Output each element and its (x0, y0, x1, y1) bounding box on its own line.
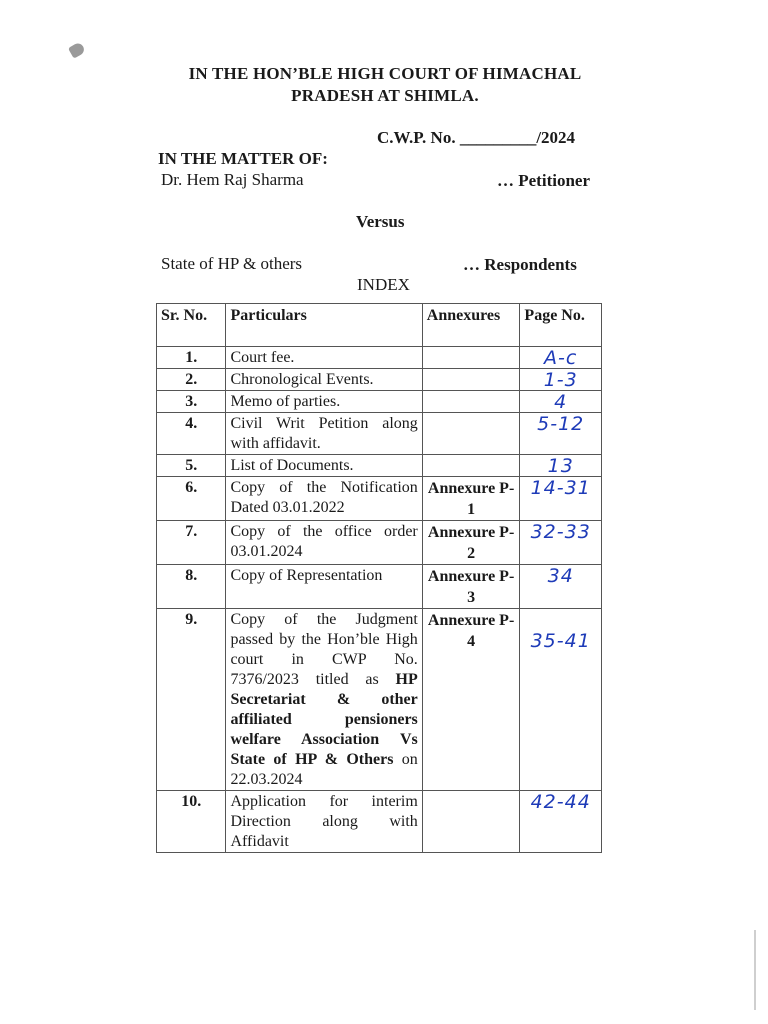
row-sr: 9. (157, 609, 226, 791)
row-page: A-c (520, 347, 602, 369)
petitioner-role: … Petitioner (497, 171, 590, 190)
row-annexure (422, 369, 520, 391)
header-particulars: Particulars (226, 304, 422, 347)
respondent-name: State of HP & others (161, 254, 303, 273)
row-sr: 2. (157, 369, 226, 391)
row-page: 32-33 (520, 521, 602, 565)
row-sr: 4. (157, 413, 226, 455)
row-annexure: Annexure P-1 (422, 477, 520, 521)
scan-edge-line (754, 930, 756, 1010)
row-sr: 6. (157, 477, 226, 521)
table-row (157, 413, 602, 455)
particulars-prefix: Copy of the Judgment passed by the Hon’ble High court in CWP No. 7376/2023 titled as (230, 611, 418, 688)
index-table (156, 303, 602, 853)
row-annexure: Annexure P-4 (422, 609, 520, 791)
particulars-suffix: on 22.03.2024 (230, 751, 418, 788)
row-particulars: Copy of Representation (226, 565, 422, 609)
matter-label: IN THE MATTER OF: (158, 149, 328, 168)
row-annexure (422, 455, 520, 477)
row-particulars: Copy of the office order 03.01.2024 (226, 521, 422, 565)
table-header-row (157, 304, 602, 347)
row-annexure (422, 347, 520, 369)
index-heading: INDEX (357, 275, 410, 294)
table-row (157, 565, 602, 609)
row-page: 5-12 (520, 413, 602, 455)
row-sr: 1. (157, 347, 226, 369)
row-particulars: Memo of parties. (226, 391, 422, 413)
row-sr: 10. (157, 791, 226, 853)
row-page: 34 (520, 565, 602, 609)
row-annexure: Annexure P-3 (422, 565, 520, 609)
row-particulars: Court fee. (226, 347, 422, 369)
row-sr: 3. (157, 391, 226, 413)
scan-mark-icon (68, 41, 86, 58)
header-annexures: Annexures (422, 304, 520, 347)
table-row (157, 391, 602, 413)
case-title: HP Secretariat & other affiliated pensioners welfare Association Vs State of HP & Others (230, 671, 418, 768)
table-row (157, 791, 602, 853)
row-page: 1-3 (520, 369, 602, 391)
table-row (157, 347, 602, 369)
row-sr: 8. (157, 565, 226, 609)
row-particulars: Copy of the Notification Dated 03.01.2022 (226, 477, 422, 521)
table-row (157, 369, 602, 391)
row-sr: 5. (157, 455, 226, 477)
table-row (157, 521, 602, 565)
row-particulars: Application for interim Direction along with Affidavit (226, 791, 422, 853)
row-particulars: List of Documents. (226, 455, 422, 477)
row-annexure: Annexure P-2 (422, 521, 520, 565)
row-annexure (422, 391, 520, 413)
row-sr: 7. (157, 521, 226, 565)
row-annexure (422, 413, 520, 455)
header-page: Page No. (520, 304, 602, 347)
row-page: 4 (520, 391, 602, 413)
row-particulars: Chronological Events. (226, 369, 422, 391)
respondent-role: … Respondents (463, 255, 577, 274)
table-row (157, 609, 602, 791)
header-sr: Sr. No. (157, 304, 226, 347)
petitioner-name: Dr. Hem Raj Sharma (161, 170, 304, 189)
court-title-line-1: IN THE HON’BLE HIGH COURT OF HIMACHAL (188, 64, 582, 83)
court-title-line-2: PRADESH AT SHIMLA. (291, 86, 479, 105)
court-title (120, 63, 650, 107)
table-row (157, 477, 602, 521)
versus-label: Versus (356, 212, 405, 231)
row-particulars (226, 609, 422, 791)
row-page: 42-44 (520, 791, 602, 853)
row-page: 35-41 (520, 609, 602, 791)
row-particulars: Civil Writ Petition along with affidavit. (226, 413, 422, 455)
row-annexure (422, 791, 520, 853)
case-number: C.W.P. No. _________/2024 (377, 128, 576, 147)
row-page: 13 (520, 455, 602, 477)
table-row (157, 455, 602, 477)
row-page: 14-31 (520, 477, 602, 521)
